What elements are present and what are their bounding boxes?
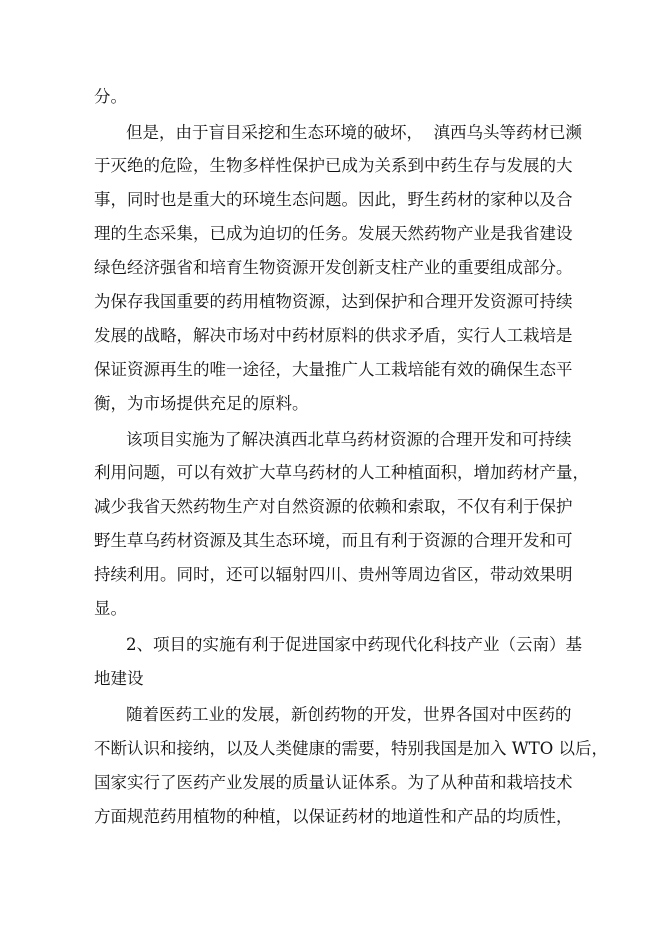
text-line: 事，同时也是重大的环境生态问题。因此，野生药材的家种以及合	[94, 190, 573, 209]
text-line: 随着医药工业的发展，新创药物的开发，世界各国对中医药的	[126, 705, 572, 724]
text-line: 方面规范药用植物的种植，以保证药材的地道性和产品的均质性，	[94, 807, 573, 826]
text-line: 持续利用。同时，还可以辐射四川、贵州等周边省区，带动效果明	[94, 565, 573, 584]
text-line: 该项目实施为了解决滇西北草乌药材资源的合理开发和可持续	[126, 430, 572, 449]
text-line: 国家实行了医药产业发展的质量认证体系。为了从种苗和栽培技术	[94, 773, 573, 792]
text-line: 地建设	[94, 669, 144, 688]
text-line: 利用问题，可以有效扩大草乌药材的人工种植面积，增加药材产量，	[94, 463, 589, 482]
text-line: 显。	[94, 599, 127, 618]
text-line: 理的生态采集，已成为迫切的任务。发展天然药物产业是我省建设	[94, 224, 573, 243]
text-line: 但是，由于盲目采挖和生态环境的破坏， 滇西乌头等药材已濒	[126, 123, 582, 142]
text-line: 分。	[94, 87, 127, 106]
text-line: 不断认识和接纳，以及人类健康的需要，特别我国是加入 WTO 以后，	[94, 739, 608, 758]
text-line: 发展的战略，解决市场对中药材原料的供求矛盾，实行人工栽培是	[94, 326, 573, 345]
text-line: 于灭绝的危险，生物多样性保护已成为关系到中药生存与发展的大	[94, 156, 573, 175]
text-line: 野生草乌药材资源及其生态环境，而且有利于资源的合理开发和可	[94, 531, 573, 550]
text-line: 为保存我国重要的药用植物资源，达到保护和合理开发资源可持续	[94, 292, 573, 311]
text-line: 减少我省天然药物生产对自然资源的依赖和索取，不仅有利于保护	[94, 497, 573, 516]
text-line: 衡，为市场提供充足的原料。	[94, 394, 309, 413]
text-line: 保证资源再生的唯一途径，大量推广人工栽培能有效的确保生态平	[94, 360, 573, 379]
text-line: 2、项目的实施有利于促进国家中药现代化科技产业（云南）基	[126, 635, 582, 654]
text-line: 绿色经济强省和培育生物资源开发创新支柱产业的重要组成部分。	[94, 258, 573, 277]
